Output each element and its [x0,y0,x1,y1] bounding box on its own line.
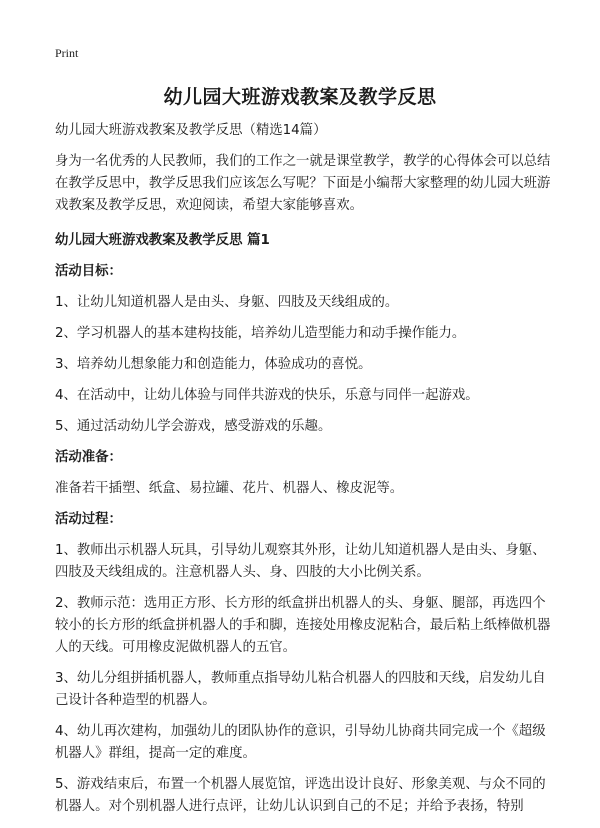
prep-paragraph: 准备若干插塑、纸盒、易拉罐、花片、机器人、橡皮泥等。 [55,481,404,496]
prep-heading: 活动准备： [55,450,122,465]
document-title: 幼儿园大班游戏教案及教学反思 [163,86,437,108]
print-label: Print [55,46,79,60]
goal-item: 4、在活动中，让幼儿体验与同伴共游戏的快乐，乐意与同伴一起游戏。 [55,388,479,403]
intro-paragraph: 身为一名优秀的人民教师，我们的工作之一就是课堂教学，教学的心得体会可以总结在教学反思中，教学反思我们应该怎么写呢？下面是小编帮大家整理的幼儿园大班游戏教案及教学反思，欢迎阅读，希望大家能够喜欢。 [55,154,551,213]
goal-item: 3、培养幼儿想象能力和创造能力，体验成功的喜悦。 [55,357,372,372]
document-body [55,120,553,827]
process-item: 1、教师出示机器人玩具，引导幼儿观察其外形，让幼儿知道机器人是由头、身躯、四肢及天线组成的。注意机器人头、身、四肢的大小比例关系。 [55,543,546,580]
process-heading: 活动过程： [55,512,122,527]
goal-item: 1、让幼儿知道机器人是由头、身躯、四肢及天线组成的。 [55,295,399,310]
process-item: 5、游戏结束后，布置一个机器人展览馆，评选出设计良好、形象美观、与众不同的机器人。对个别机器人进行点评，让幼儿认识到自己的不足；并给予表扬，特别 [55,777,546,814]
process-item: 2、教师示范：选用正方形、长方形的纸盒拼出机器人的头、身躯、腿部，再选四个较小的长方形的纸盒拼机器人的手和脚，连接处用橡皮泥粘合，最后粘上纸棒做机器人的天线。可用橡皮泥做机器人的五官。 [55,596,551,655]
process-item: 4、幼儿再次建构，加强幼儿的团队协作的意识，引导幼儿协商共同完成一个《超级机器人》群组，提高一定的难度。 [55,724,546,761]
goals-heading: 活动目标： [55,264,122,279]
document-subtitle: 幼儿园大班游戏教案及教学反思（精选14篇） [55,123,327,138]
process-item: 3、幼儿分组拼插机器人，教师重点指导幼儿粘合机器人的四肢和天线，启发幼儿自己设计各种造型的机器人。 [55,671,546,708]
goal-item: 2、学习机器人的基本建构技能，培养幼儿造型能力和动手操作能力。 [55,326,466,341]
goal-item: 5、通过活动幼儿学会游戏，感受游戏的乐趣。 [55,419,332,434]
section-title: 幼儿园大班游戏教案及教学反思 篇1 [55,233,270,248]
